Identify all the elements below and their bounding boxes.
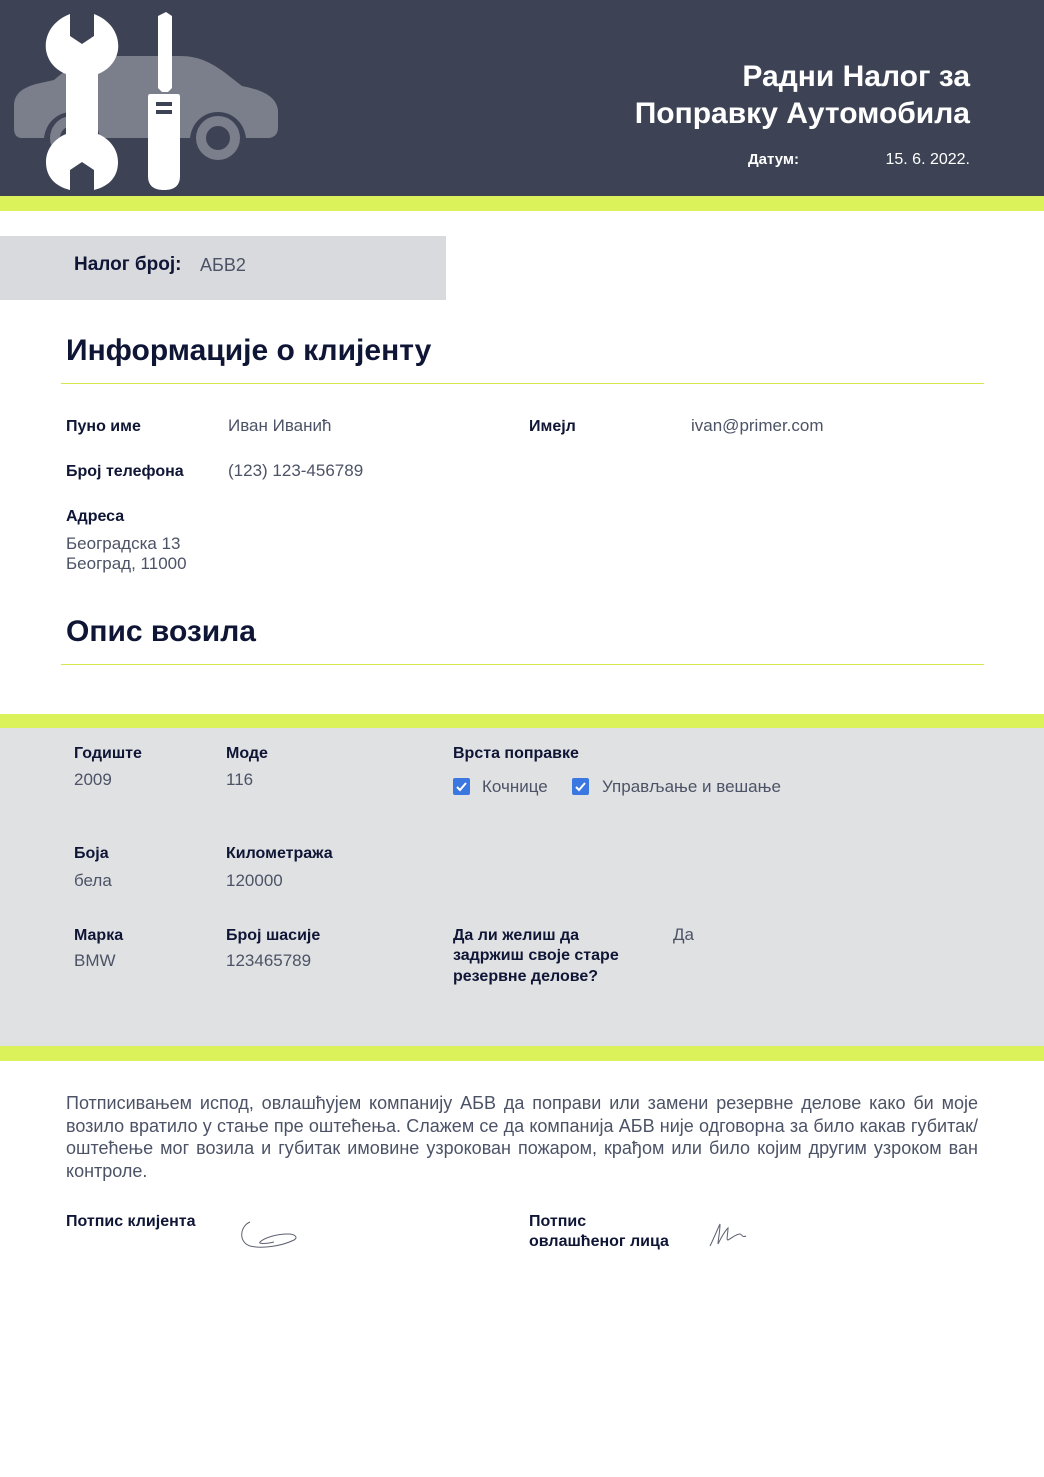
vehicle-panel-top-stripe	[0, 714, 1044, 728]
repair-type-label: Врста поправке	[453, 745, 579, 762]
order-number-value: АБВ2	[200, 255, 246, 275]
authorization-text: Потписивањем испод, овлашћујем компанију АБВ да поправи или замени резервне делове како би моје возило вратило у стање пре оштећења. Слажем се да компанија АБВ није одговорна за било какав губитак/оштећење мог возила и губитак имовине узрокован пожаром, крађом или било којим другим узроком ван контроле.	[66, 1093, 978, 1181]
email-value: ivan@primer.com	[691, 416, 824, 435]
document-title	[450, 58, 970, 132]
make-label: Марка	[74, 927, 124, 944]
mileage-value: 120000	[226, 871, 283, 890]
steering-suspension-checkbox[interactable]	[572, 778, 589, 795]
address-label: Адреса	[66, 508, 125, 525]
title-line-2: Поправку Аутомобила	[634, 97, 970, 130]
client-section-title: Информације о клијенту	[66, 334, 432, 367]
keep-parts-label-line-2: задржиш своје старе	[453, 947, 619, 964]
date-value: 15. 6. 2022.	[885, 151, 970, 168]
authorized-signature-label-line-1: Потпис	[529, 1213, 587, 1230]
address-line-2: Београд, 11000	[66, 554, 187, 573]
authorized-signature-label-line-2: овлашћеног лица	[529, 1233, 669, 1250]
check-icon	[455, 780, 468, 793]
vehicle-section-divider	[61, 664, 984, 665]
client-signature-label: Потпис клијента	[66, 1213, 196, 1230]
client-section-divider	[61, 383, 984, 384]
check-icon	[574, 780, 587, 793]
keep-parts-value: Да	[673, 925, 694, 944]
header-banner	[0, 0, 1044, 196]
model-label: Моде	[226, 745, 268, 762]
vehicle-section-title: Опис возила	[66, 615, 256, 648]
client-signature	[236, 1216, 302, 1252]
model-value: 116	[226, 770, 254, 789]
header-accent-stripe	[0, 196, 1044, 211]
steering-suspension-option-label: Управљање и вешање	[602, 777, 781, 796]
phone-value: (123) 123-456789	[228, 461, 364, 480]
full-name-value: Иван Иванић	[228, 416, 332, 435]
keep-parts-label-line-3: резервне делове?	[453, 968, 599, 985]
color-value: бела	[74, 871, 112, 890]
year-value: 2009	[74, 770, 112, 789]
full-name-label: Пуно име	[66, 418, 141, 435]
color-label: Боја	[74, 845, 109, 862]
phone-label: Број телефона	[66, 463, 184, 480]
vehicle-panel-bottom-stripe	[0, 1046, 1044, 1061]
email-label: Имејл	[529, 418, 576, 435]
title-line-1: Радни Налог за	[742, 60, 970, 93]
brakes-checkbox[interactable]	[453, 778, 470, 795]
authorized-signature	[706, 1220, 752, 1250]
mileage-label: Километража	[226, 845, 333, 862]
car-repair-tools-icon	[10, 10, 285, 190]
make-value: BMW	[74, 951, 116, 970]
chassis-value: 123465789	[226, 951, 312, 970]
vehicle-details-panel	[0, 728, 1044, 1046]
order-number-label: Налог број:	[74, 254, 182, 275]
address-line-1: Београдска 13	[66, 534, 181, 553]
brakes-option-label: Кочнице	[482, 777, 548, 796]
keep-parts-label-line-1: Да ли желиш да	[453, 927, 580, 944]
chassis-label: Број шасије	[226, 927, 321, 944]
date-label: Датум:	[748, 151, 799, 168]
year-label: Годиште	[74, 745, 142, 762]
